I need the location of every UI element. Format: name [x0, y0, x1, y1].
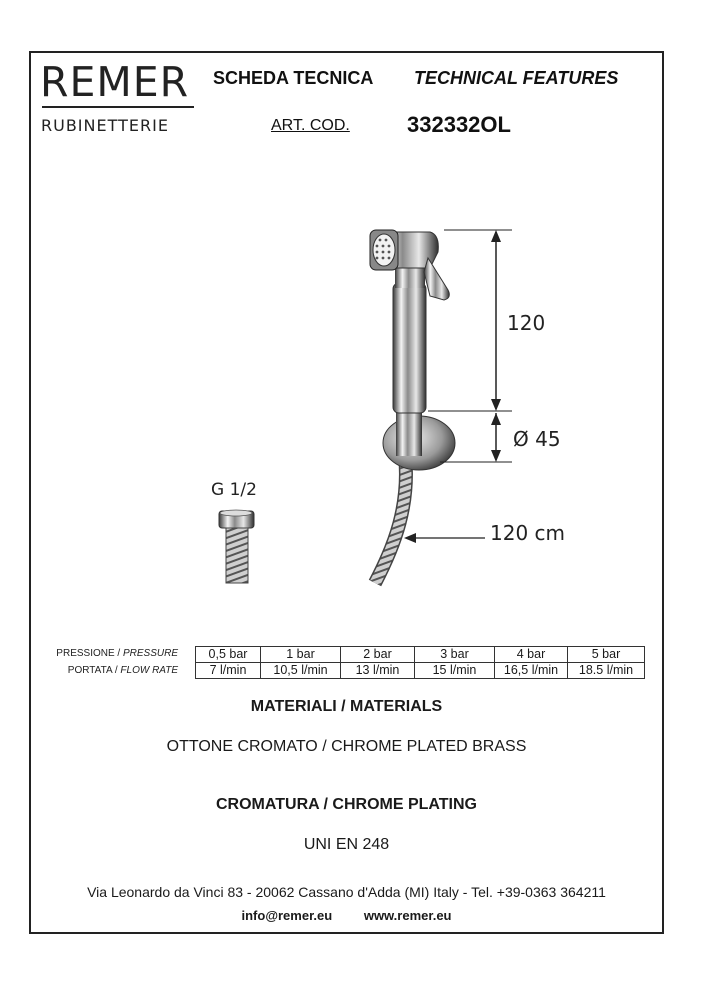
flow-rate-cell: 13 l/min: [341, 663, 415, 679]
pressure-row-label: PRESSIONE / PRESSURE: [56, 648, 178, 659]
pressure-flow-table: [195, 646, 645, 679]
connection-size-label: G 1/2: [211, 480, 257, 500]
pressure-cell: 3 bar: [415, 647, 495, 663]
title-english: TECHNICAL FEATURES: [414, 68, 619, 88]
article-code-label: ART. COD.: [271, 117, 350, 134]
pressure-row: [196, 647, 645, 663]
flow-rate-cell: 7 l/min: [196, 663, 261, 679]
flow-rate-row: [196, 663, 645, 679]
pressure-cell: 0,5 bar: [196, 647, 261, 663]
brand-logo-name: REMER: [40, 58, 190, 106]
flow-row-label: PORTATA / FLOW RATE: [67, 665, 178, 676]
pressure-cell: 1 bar: [261, 647, 341, 663]
trigger-lever: [424, 258, 449, 300]
plating-value: UNI EN 248: [303, 836, 390, 853]
materials-value: OTTONE CROMATO / CHROME PLATED BRASS: [166, 738, 527, 755]
materials-heading: MATERIALI / MATERIALS: [250, 698, 443, 715]
height-dimension-label: 120: [507, 311, 546, 335]
email-link[interactable]: info@remer.eu: [241, 908, 333, 923]
title-italian: SCHEDA TECNICA: [213, 68, 374, 88]
article-code: 332332OL: [407, 112, 511, 137]
flow-rate-cell: 18.5 l/min: [568, 663, 645, 679]
website-link[interactable]: www.remer.eu: [363, 908, 452, 923]
contact-line: [29, 908, 664, 923]
pressure-cell: 4 bar: [495, 647, 568, 663]
flow-rate-cell: 10,5 l/min: [261, 663, 341, 679]
company-address: Via Leonardo da Vinci 83 - 20062 Cassano d'Adda (MI) Italy - Tel. +39-0363 364211: [87, 884, 606, 900]
pressure-cell: 2 bar: [341, 647, 415, 663]
flow-rate-cell: 15 l/min: [415, 663, 495, 679]
pressure-cell: 5 bar: [568, 647, 645, 663]
brand-logo-subtitle: RUBINETTERIE: [41, 116, 169, 135]
diameter-dimension-label: Ø 45: [513, 427, 561, 451]
handle-body: [393, 283, 426, 413]
plating-heading: CROMATURA / CHROME PLATING: [215, 796, 477, 813]
hose-length-label: 120 cm: [490, 521, 566, 545]
flow-rate-cell: 16,5 l/min: [495, 663, 568, 679]
